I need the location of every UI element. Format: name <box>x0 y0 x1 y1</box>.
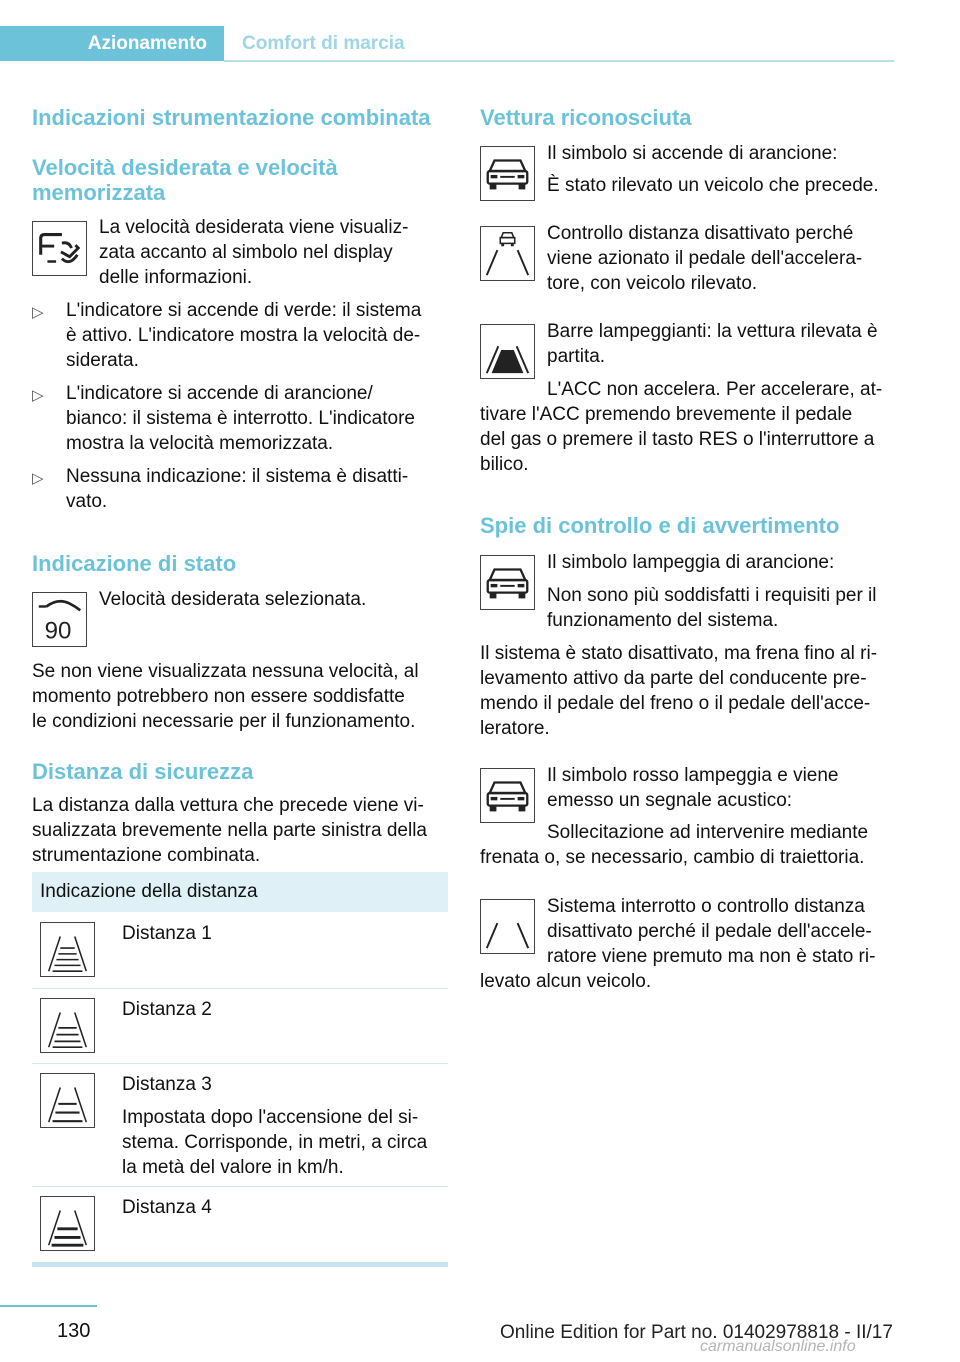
speedometer-car-icon <box>32 221 87 276</box>
bullet1-line2: è attivo. L'indicatore mostra la velocità de- <box>66 325 421 346</box>
vettura-item3-line5: del gas o premere il tasto RES o l'interruttore a <box>480 429 875 450</box>
bullet2-line2: bianco: il sistema è interrotto. L'indicatore <box>66 408 415 429</box>
section1-intro-2: zata accanto al simbolo nel display <box>99 242 393 263</box>
table-row-divider <box>32 1186 448 1187</box>
vettura-item1-line1: Il simbolo si accende di arancione: <box>547 143 838 164</box>
section1-intro-3: delle informazioni. <box>99 267 253 288</box>
spie-para-1: Il sistema è stato disattivato, ma frena fino al ri- <box>480 643 878 664</box>
bullet3-line2: vato. <box>66 491 108 512</box>
distance-1-icon <box>40 922 95 977</box>
page-title: Indicazioni strumentazione combinata <box>32 105 431 130</box>
table-row-divider <box>32 988 448 989</box>
spie-para-2: levamento attivo da parte del conducente pre- <box>480 668 867 689</box>
section-heading-velocita: Velocità desiderata e velocità <box>32 155 338 180</box>
tab-azionamento[interactable]: Azionamento <box>0 26 224 61</box>
bullet1-line1: L'indicatore si accende di verde: il sistema <box>66 300 422 321</box>
table-bottom-rule <box>32 1262 448 1267</box>
footer-rule <box>0 1305 97 1307</box>
stato-para-1: Se non viene visualizzata nessuna velocità, al <box>32 661 419 682</box>
spie-item3-line3: ratore viene premuto ma non è stato ri- <box>547 946 876 967</box>
svg-text:90: 90 <box>44 617 72 645</box>
spie-item3-line1: Sistema interrotto o controllo distanza <box>547 896 865 917</box>
car-front-icon <box>480 146 535 201</box>
table-row-label-1: Distanza 1 <box>122 923 212 944</box>
table-row-label-2: Distanza 2 <box>122 999 212 1020</box>
speed-90-icon <box>32 592 87 647</box>
section-heading-stato: Indicazione di stato <box>32 551 237 576</box>
table-row-extra-2: stema. Corrisponde, in metri, a circa <box>122 1132 428 1153</box>
spie-item2-line1: Il simbolo rosso lampeggia e viene <box>547 765 839 786</box>
bullet3-line1: Nessuna indicazione: il sistema è disatti- <box>66 466 409 487</box>
vettura-item3-line4: tivare l'ACC premendo brevemente il pedale <box>480 404 853 425</box>
car-front-icon <box>480 555 535 610</box>
table-row-divider <box>32 1063 448 1064</box>
bullet-icon: ▷ <box>32 387 44 404</box>
vettura-item3-line1: Barre lampeggianti: la vettura rilevata è <box>547 321 878 342</box>
bullet2-line1: L'indicatore si accende di arancione/ <box>66 383 373 404</box>
spie-item2-line3: Sollecitazione ad intervenire mediante <box>547 822 869 843</box>
spie-item1-line3: funzionamento del sistema. <box>547 610 779 631</box>
spie-item2-line2: emesso un segnale acustico: <box>547 790 793 811</box>
spie-item1-line2: Non sono più soddisfatti i requisiti per il <box>547 585 877 606</box>
vettura-item1-line2: È stato rilevato un veicolo che precede. <box>547 175 879 196</box>
stato-para-3: le condizioni necessarie per il funzionamento. <box>32 711 416 732</box>
distance-2-icon <box>40 998 95 1053</box>
table-row-label-4: Distanza 4 <box>122 1197 212 1218</box>
distance-4-icon <box>40 1196 95 1251</box>
table-row-extra-1: Impostata dopo l'accensione del si- <box>122 1107 419 1128</box>
distanza-para-1: La distanza dalla vettura che precede viene vi- <box>32 795 424 816</box>
lane-lines-icon <box>480 899 535 954</box>
table-row-extra-3: la metà del valore in km/h. <box>122 1157 344 1178</box>
distanza-para-3: strumentazione combinata. <box>32 845 261 866</box>
page-number: 130 <box>57 1320 91 1342</box>
table-header: Indicazione della distanza <box>32 872 448 912</box>
header-divider <box>224 60 894 62</box>
section-heading-distanza: Distanza di sicurezza <box>32 759 254 784</box>
bullet2-line3: mostra la velocità memorizzata. <box>66 433 334 454</box>
vettura-item2-line2: viene azionato il pedale dell'accelera- <box>547 248 863 269</box>
vettura-item3-line3: L'ACC non accelera. Per accelerare, at- <box>547 379 883 400</box>
bullet-icon: ▷ <box>32 304 44 321</box>
car-front-red-icon <box>480 768 535 823</box>
spie-item1-line1: Il simbolo lampeggia di arancione: <box>547 552 835 573</box>
edition-text: Online Edition for Part no. 01402978818 - II/17 <box>500 1322 893 1343</box>
spie-para-3: mendo il pedale del freno o il pedale dell'acce- <box>480 693 871 714</box>
section-heading-spie: Spie di controllo e di avvertimento <box>480 513 840 538</box>
vettura-item3-line2: partita. <box>547 346 606 367</box>
bullet-icon: ▷ <box>32 470 44 487</box>
distance-3-icon <box>40 1073 95 1128</box>
vettura-item3-line6: bilico. <box>480 454 529 475</box>
spie-item3-line4: levato alcun veicolo. <box>480 971 652 992</box>
flashing-bars-icon <box>480 324 535 379</box>
lane-car-icon <box>480 226 535 281</box>
bullet1-line3: siderata. <box>66 350 139 371</box>
distanza-para-2: sualizzata brevemente nella parte sinistra della <box>32 820 427 841</box>
vettura-item2-line3: tore, con veicolo rilevato. <box>547 273 758 294</box>
spie-item2-line4: frenata o, se necessario, cambio di traiettoria. <box>480 847 865 868</box>
vettura-item2-line1: Controllo distanza disattivato perché <box>547 223 854 244</box>
watermark: carmanualsonline.info <box>700 1338 856 1355</box>
section-heading-velocita-line2: memorizzata <box>32 180 166 205</box>
spie-item3-line2: disattivato perché il pedale dell'accele- <box>547 921 872 942</box>
table-row-label-3: Distanza 3 <box>122 1074 212 1095</box>
stato-para-2: momento potrebbero non essere soddisfatte <box>32 686 405 707</box>
stato-text: Velocità desiderata selezionata. <box>99 589 367 610</box>
section-heading-vettura: Vettura riconosciuta <box>480 105 692 130</box>
tab-comfort-di-marcia[interactable]: Comfort di marcia <box>242 32 405 54</box>
spie-para-4: leratore. <box>480 718 550 739</box>
section1-intro-1: La velocità desiderata viene visualiz- <box>99 217 409 238</box>
